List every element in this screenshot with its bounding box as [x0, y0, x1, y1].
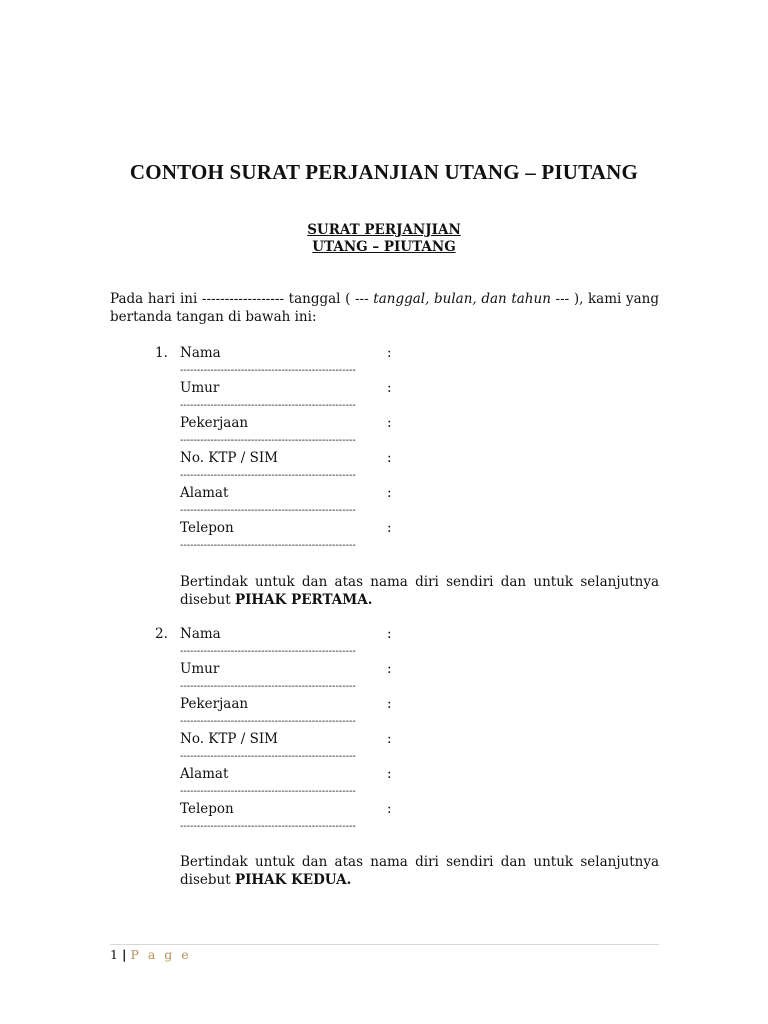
dash-line: ----------------------------------------------------	[180, 401, 356, 411]
field-label: No. KTP / SIM	[180, 450, 278, 466]
field-label: Umur	[180, 661, 220, 677]
field-label: Telepon	[180, 520, 234, 536]
party-2-field-umur	[180, 661, 460, 678]
party-2-number: 2.	[155, 626, 168, 642]
field-colon: :	[387, 731, 392, 747]
intro-text-2: --- ), kami yang bertanda tangan di bawah ini:	[110, 291, 659, 325]
dash-line: ----------------------------------------------------	[180, 541, 356, 551]
intro-paragraph	[110, 290, 659, 326]
field-colon: :	[387, 485, 392, 501]
field-colon: :	[387, 661, 392, 677]
field-label: Telepon	[180, 801, 234, 817]
field-colon: :	[387, 345, 392, 361]
party-1-field-alamat	[180, 485, 460, 502]
footer-separator: |	[121, 947, 127, 962]
field-colon: :	[387, 801, 392, 817]
document-title: CONTOH SURAT PERJANJIAN UTANG – PIUTANG	[129, 160, 639, 184]
field-colon: :	[387, 415, 392, 431]
party-2-field-ktp	[180, 731, 460, 748]
field-colon: :	[387, 520, 392, 536]
statement-text: Bertindak untuk dan atas nama diri sendiri dan untuk selanjutnya disebut	[180, 854, 659, 888]
dash-line: ----------------------------------------------------	[180, 366, 356, 376]
field-label: No. KTP / SIM	[180, 731, 278, 747]
party-1-number: 1.	[155, 345, 168, 361]
dash-line: ----------------------------------------------------	[180, 436, 356, 446]
field-label: Nama	[180, 626, 221, 642]
subtitle-line-1: SURAT PERJANJIAN	[307, 222, 461, 238]
page-footer	[110, 947, 191, 962]
statement-text: Bertindak untuk dan atas nama diri sendiri dan untuk selanjutnya disebut	[180, 574, 659, 608]
field-colon: :	[387, 696, 392, 712]
party-2-field-nama	[180, 626, 460, 643]
dash-line: ----------------------------------------------------	[180, 471, 356, 481]
party-1-statement	[180, 573, 659, 609]
dash-line: ----------------------------------------------------	[180, 752, 356, 762]
field-colon: :	[387, 450, 392, 466]
field-label: Alamat	[180, 485, 229, 501]
party-2-field-telepon	[180, 801, 460, 818]
party-1-field-ktp	[180, 450, 460, 467]
field-label: Pekerjaan	[180, 696, 249, 712]
party-1-designation: PIHAK PERTAMA.	[234, 592, 373, 608]
field-label: Pekerjaan	[180, 415, 249, 431]
dash-line: ----------------------------------------------------	[180, 717, 356, 727]
intro-italic: tanggal, bulan, dan tahun	[373, 291, 551, 307]
dash-line: ----------------------------------------------------	[180, 506, 356, 516]
subtitle-line-2: UTANG – PIUTANG	[312, 239, 456, 255]
intro-text-1: Pada hari ini ------------------ tanggal ( ---	[110, 291, 374, 307]
field-colon: :	[387, 626, 392, 642]
page-number: 1	[110, 947, 118, 962]
dash-line: ----------------------------------------------------	[180, 647, 356, 657]
party-1-field-pekerjaan	[180, 415, 460, 432]
field-label: Alamat	[180, 766, 229, 782]
field-colon: :	[387, 766, 392, 782]
party-1-field-umur	[180, 380, 460, 397]
party-2-field-alamat	[180, 766, 460, 783]
field-colon: :	[387, 380, 392, 396]
dash-line: ----------------------------------------------------	[180, 682, 356, 692]
party-1-field-nama	[180, 345, 460, 362]
party-2-statement	[180, 853, 659, 889]
dash-line: ----------------------------------------------------	[180, 822, 356, 832]
footer-divider	[110, 944, 659, 945]
party-2-field-pekerjaan	[180, 696, 460, 713]
page-label: P a g e	[130, 947, 192, 962]
field-label: Nama	[180, 345, 221, 361]
field-label: Umur	[180, 380, 220, 396]
dash-line: ----------------------------------------------------	[180, 787, 356, 797]
party-2-designation: PIHAK KEDUA.	[234, 872, 352, 888]
party-1-field-telepon	[180, 520, 460, 537]
